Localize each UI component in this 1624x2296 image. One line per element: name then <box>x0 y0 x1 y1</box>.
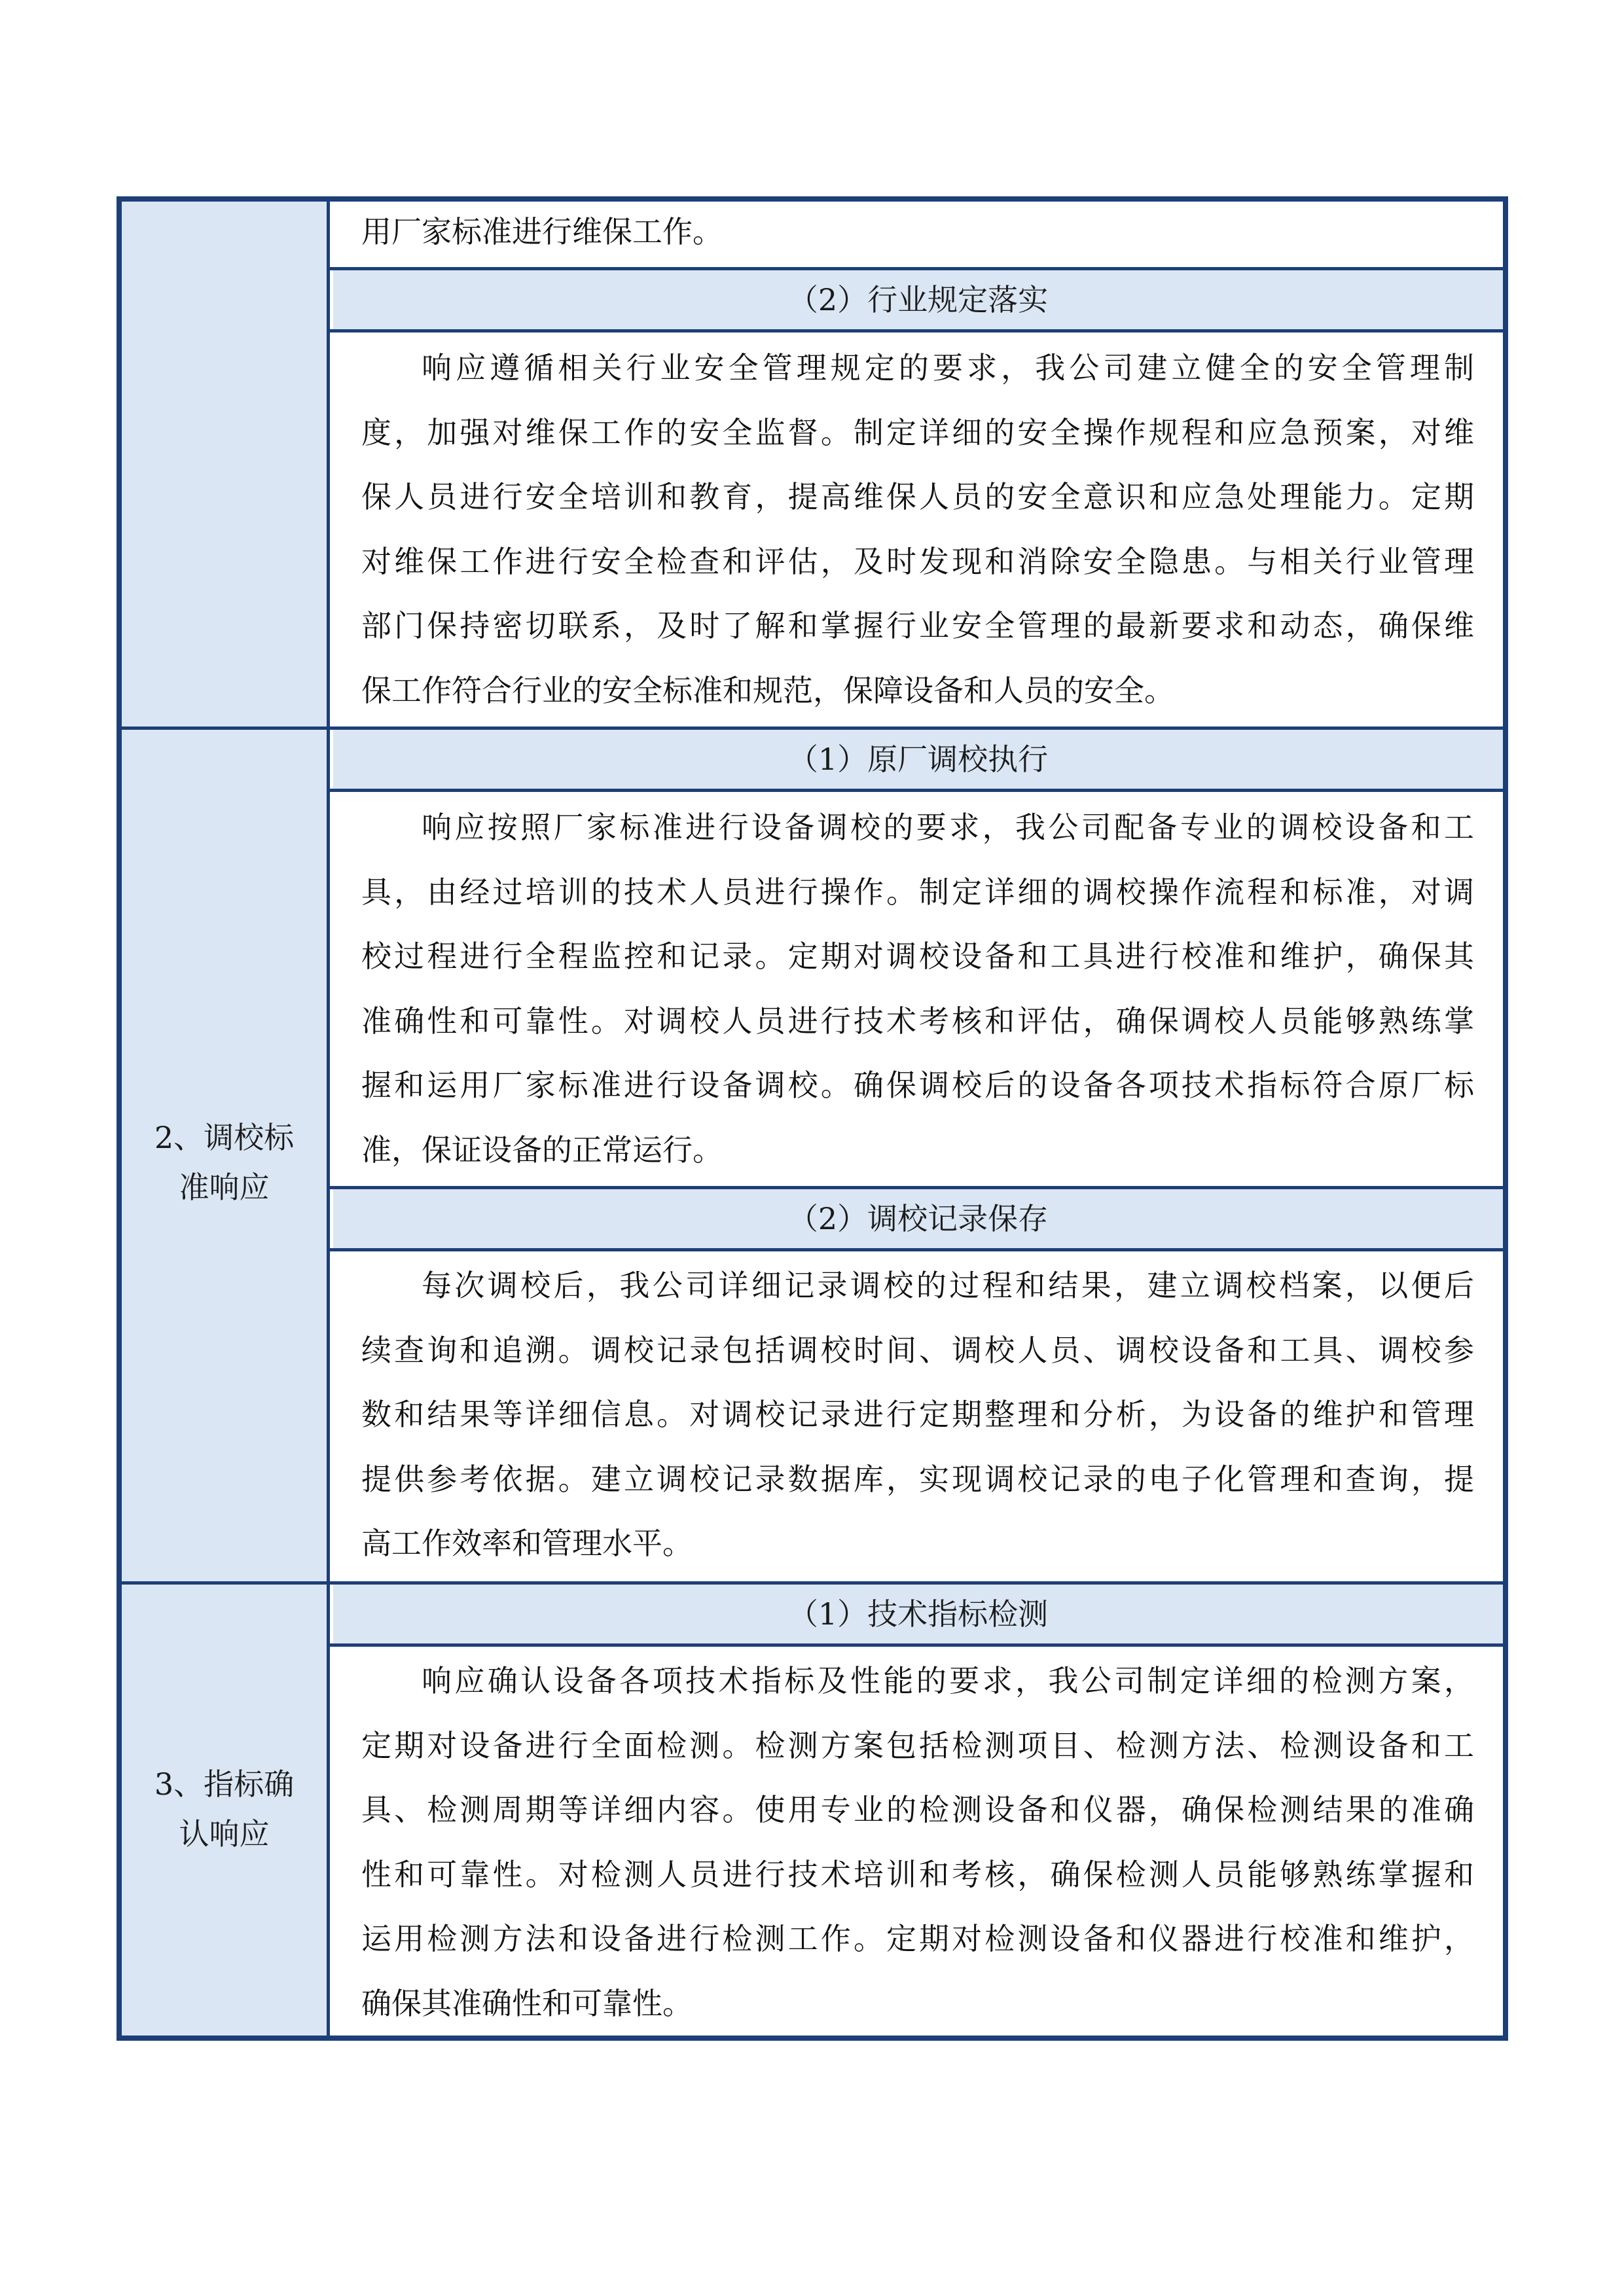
text-line: 校过程进行全程监控和记录。定期对调校设备和工具进行校准和维护，确保其 <box>361 939 1474 974</box>
text-line: 响应遵循相关行业安全管理规定的要求，我公司建立健全的安全管理制 <box>422 350 1474 386</box>
paragraph-continuation <box>361 202 1474 262</box>
subheading-indicator-testing: （1）技术指标检测 <box>333 1585 1503 1643</box>
text-line: 数和结果等详细信息。对调校记录进行定期整理和分析，为设备的维护和管理 <box>361 1397 1474 1432</box>
text-line: 具，由经过培训的技术人员进行操作。制定详细的调校操作流程和标准，对调 <box>361 874 1474 910</box>
paragraph-indicator-testing <box>361 1649 1474 2036</box>
text-line: 部门保持密切联系，及时了解和掌握行业安全管理的最新要求和动态，确保维 <box>361 608 1474 643</box>
text-line: 提供参考依据。建立调校记录数据库，实现调校记录的电子化管理和查询，提 <box>361 1461 1474 1497</box>
text-line: 续查询和追溯。调校记录包括调校时间、调校人员、调校设备和工具、调校参 <box>361 1332 1474 1368</box>
category-label-calibration <box>122 1113 327 1212</box>
text-line: 用厂家标准进行维保工作。 <box>361 214 723 249</box>
text-line: 运用检测方法和设备进行检测工作。定期对检测设备和仪器进行校准和维护， <box>361 1921 1474 1956</box>
text-line: 保人员进行安全培训和教育，提高维保人员的安全意识和应急处理能力。定期 <box>361 479 1474 514</box>
text-line: 每次调校后，我公司详细记录调校的过程和结果，建立调校档案，以便后 <box>422 1268 1474 1303</box>
text-line: 确保其准确性和可靠性。 <box>361 1985 693 2021</box>
text-line: 保工作符合行业的安全标准和规范，保障设备和人员的安全。 <box>361 672 1174 708</box>
text-line: 响应按照厂家标准进行设备调校的要求，我公司配备专业的调校设备和工 <box>422 810 1474 845</box>
subheading-factory-calibration: （1）原厂调校执行 <box>333 730 1503 789</box>
text-line: 对维保工作进行安全检查和评估，及时发现和消除安全隐患。与相关行业管理 <box>361 543 1474 579</box>
response-table <box>117 196 1508 2041</box>
text-line: 度，加强对维保工作的安全监督。制定详细的安全操作规程和应急预案，对维 <box>361 414 1474 450</box>
text-line: 准，保证设备的正常运行。 <box>361 1132 723 1168</box>
label-line: 3、指标确 <box>154 1767 295 1802</box>
text-line: 性和可靠性。对检测人员进行技术培训和考核，确保检测人员能够熟练掌握和 <box>361 1856 1474 1892</box>
label-line: 准响应 <box>179 1170 270 1205</box>
row-divider <box>330 1643 1503 1647</box>
text-line: 定期对设备进行全面检测。检测方案包括检测项目、检测方法、检测设备和工 <box>361 1727 1474 1763</box>
text-line: 响应确认设备各项技术指标及性能的要求，我公司制定详细的检测方案， <box>422 1663 1474 1698</box>
paragraph-factory-calibration <box>361 795 1474 1182</box>
text-line: 准确性和可靠性。对调校人员进行技术考核和评估，确保调校人员能够熟练掌 <box>361 1003 1474 1039</box>
text-line: 握和运用厂家标准进行设备调校。确保调校后的设备各项技术指标符合原厂标 <box>361 1067 1474 1103</box>
subheading-calibration-records: （2）调校记录保存 <box>333 1189 1503 1248</box>
text-line: 具、检测周期等详细内容。使用专业的检测设备和仪器，确保检测结果的准确 <box>361 1792 1474 1827</box>
row-divider <box>330 1248 1503 1251</box>
paragraph-industry-rules <box>361 336 1474 723</box>
text-line: 高工作效率和管理水平。 <box>361 1526 693 1561</box>
subheading-industry-rules: （2）行业规定落实 <box>333 270 1503 329</box>
category-label-indicator <box>122 1759 327 1859</box>
label-line: 2、调校标 <box>154 1120 295 1155</box>
paragraph-calibration-records <box>361 1253 1474 1576</box>
label-line: 认响应 <box>179 1816 270 1852</box>
row-divider <box>330 329 1503 332</box>
row-divider <box>330 789 1503 792</box>
